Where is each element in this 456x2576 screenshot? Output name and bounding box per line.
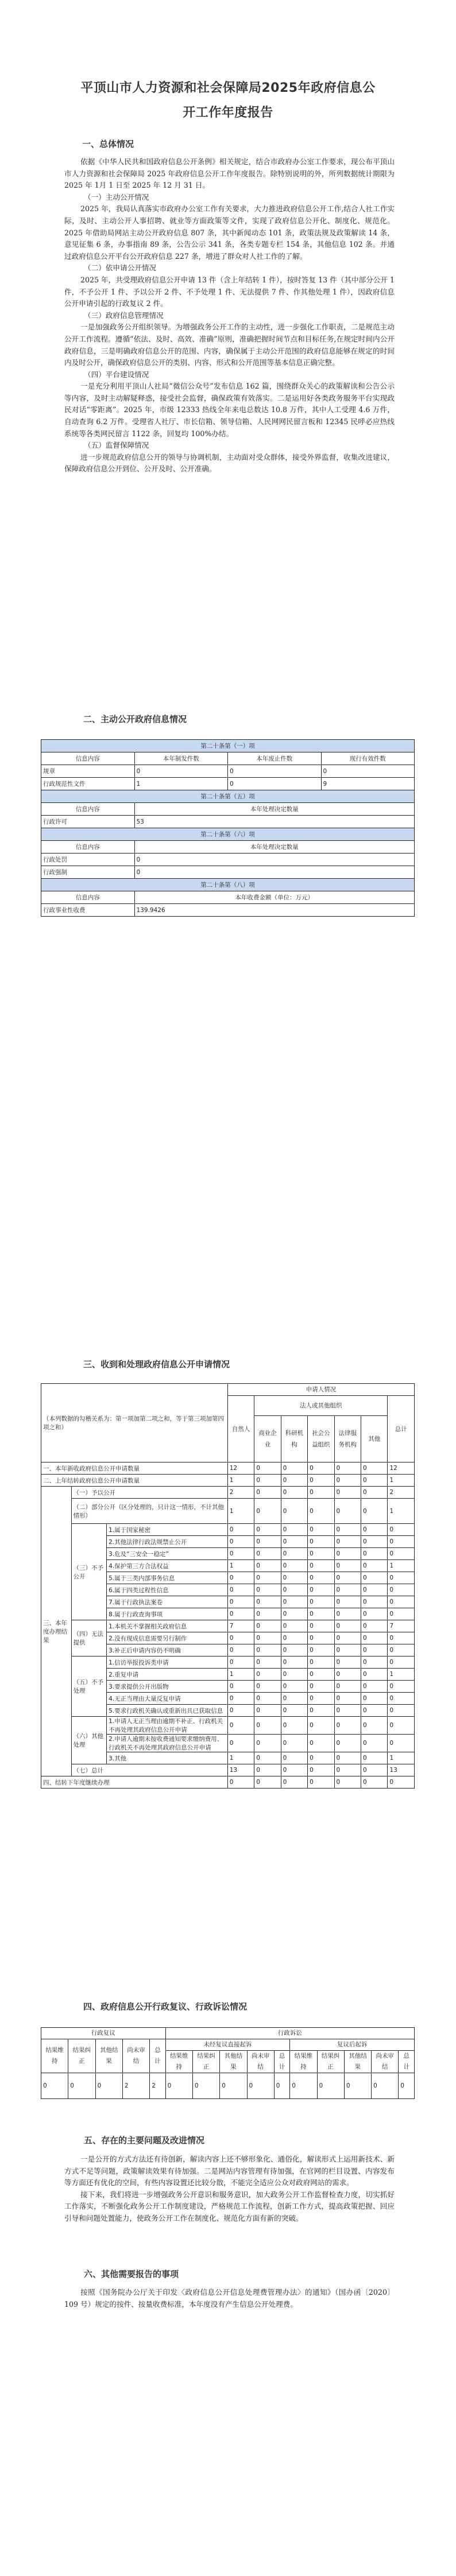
table-row: 行政事业性收费 139.9426 (41, 904, 415, 917)
table-row: 4.无正当理由大量反复申请 0 0 0 0 0 0 0 (41, 1693, 415, 1705)
consistency-note: （本列数据的勾稽关系为：第一项加第二项之和，等于第三项加第四项之和） (41, 1384, 228, 1462)
section5-paragraph-1: 一是公开的方式方法还有待创新，解读内容上还不够形象化、通俗化，解读形式上运用新技术、新方式不足等问题，政策解读效果有待加强。二是网站内容管理有待加强，在官网的栏目设置、内容发布等方面还有优化的空间，有些内容设置还比较分散，不能完全适应公众对政府网站的需求。 (64, 2155, 395, 2187)
section4-heading: 四、政府信息公开行政复议、行政诉讼情况 (83, 2001, 248, 2012)
table-row: 5.要求行政机关确认或重新出具已获取信息 0 0 0 0 0 0 0 (41, 1705, 415, 1717)
table-row: 2.其他法律行政法规禁止公开 0 0 0 0 0 0 0 (41, 1536, 415, 1548)
sub3-title: （三）政府信息管理情况 (84, 311, 164, 320)
table-row: 2.重复申请 1 0 0 0 0 0 1 (41, 1669, 415, 1681)
table-row: 规章 0 0 0 (41, 765, 415, 778)
section1-body (64, 156, 395, 475)
applicant-header: 申请人情况 (227, 1384, 414, 1396)
table-row: 2.没有现成信息需要另行制作 0 0 0 0 0 0 0 (41, 1632, 415, 1644)
sub2-text: 2025 年，共受理政府信息公开申请 13 件（含上年结转 1 件），按时答复 13 件（其中部分公开 1 件，不予公开 1 件、予以公开 2 件、不予处理 1 件、无法提供 7 件、作其他处理 1 件），因政府信息公开申请引起的行政复议 2 件。 (64, 275, 395, 308)
application-handling-table: （本列数据的勾稽关系为：第一项加第二项之和，等于第三项加第四项之和） 申请人情况 自然人 法人或其他组织 总计 商业企业 科研机构 社会公益组织 法律服务机构 其他 一、本年新收政府信息公开申请数量 12 0 0 0 0 0 12 二、上年结转政府信息公开申请数量 1 0 0 0 0 0 1 三、本年度办理结果 （一）予以公开 2 0 0 0 0 0 2 （二）部分公开（区分处理的，只计这一情形，不计其他情形） 1 0 0 0 0 0 1 （三）不予公开 1.属于国家秘密 0 0 0 0 0 0 0 2.其他法律行政法规禁止公开 0 0 0 0 0 0 0 3.危及“三安全一稳定” 0 0 0 0 0 0 0 4.保护第三方合法权益 1 0 0 0 0 0 1 5.属于三类内部事务信息 0 0 0 0 0 0 0 6.属于四类过程性信息 0 0 0 0 0 0 0 7.属于行政执法案卷 0 0 0 0 0 0 0 8.属于行政查询事项 0 0 0 0 0 0 0 （四）无法提供 1.本机关不掌握相关政府信息 7 0 0 0 0 0 7 2.没有现成信息需要另行制作 0 0 0 0 0 0 0 3.补正后申请内容仍不明确 0 0 0 0 0 0 0 （五）不予处理 1.信访举报投诉类申请 0 0 0 0 0 0 0 2.重复申请 1 0 0 0 0 0 1 3.要求提供公开出版物 0 0 0 0 0 0 0 4.无正当理由大量反复申请 0 0 0 0 0 0 0 5.要求行政机关确认或重新出具已获取信息 0 0 0 0 0 0 0 （六）其他处理 1.申请人无正当理由逾期不补正、行政机关不再处理其政府信息公开申请 0 0 0 0 0 0 0 2.申请人逾期未按收费通知要求缴纳费用、行政机关不再处理其政府信息公开申请 0 0 0 0 0 0 0 3.其他 1 0 0 0 0 0 1 （七）总计 13 0 0 0 0 0 13 四、结转下年度继续办理 0 0 0 0 0 0 0 (41, 1383, 415, 1789)
review-litigation-table: 行政复议 行政诉讼 结果维持 结果纠正 其他结果 尚未审结 总计 未经复议直接起诉 复议后起诉 结果维持 结果纠正 其他结果 尚未审结 总计 结果维持 结果纠正 其他结果 尚未审结 总计 0 0 0 2 2 0 0 0 0 0 0 0 0 0 0 (41, 2027, 415, 2099)
section6-body (64, 2287, 395, 2310)
table-row: 3.要求提供公开出版物 0 0 0 0 0 0 0 (41, 1681, 415, 1693)
table-row: 3.补正后申请内容仍不明确 0 0 0 0 0 0 0 (41, 1644, 415, 1656)
sub1-text: 2025 年，我局认真落实市政府办公室工作有关要求，大力推进政府信息公开工作,结合人社工作实际，及时、主动公开人事招聘、就业等方面政策等文件，实现了政府信息公开化、制度化、规范化。2025 年借助局网站主动公开政府信息 807 条，其中新闻动态 101 条，政策法规及政策解读 14 条，意见征集 6 条，办事指南 89 条，公告公示 341 条，各类专题专栏 154 条，其他信息 102 条。并通过政府信息公开平台公开政府信息 227 条，增进了群众对人社工作的了解。 (64, 204, 395, 261)
band-item-5: 第二十条第（五）项 (41, 790, 415, 803)
sub5-text: 进一步规范政府信息公开的领导与协调机制，主动面对受众群体，接受外界监督，收集改进建议，保障政府信息公开到位、公开及时、公开准确。 (64, 452, 395, 474)
section5-body (64, 2154, 395, 2225)
table-row: 8.属于行政查询事项 0 0 0 0 0 0 0 (41, 1608, 415, 1620)
proactive-disclosure-table: 第二十条第（一）项 信息内容 本年制发件数 本年废止件数 现行有效件数 规章 0 0 0 行政规范性文件 1 0 9 第二十条第（五）项 信息内容 本年处理决定数量 行政许可 53 第二十条第（六）项 信息内容 本年处理决定数量 行政处罚 0 行政强制 0 第二十条第（八）项 信息内容 本年收费金额（单位：万元） 行政事业性收费 139.9426 (41, 739, 415, 917)
table-row: （六）其他处理 1.申请人无正当理由逾期不补正、行政机关不再处理其政府信息公开申请 0 0 0 0 0 0 0 (41, 1717, 415, 1735)
table-row: （四）无法提供 1.本机关不掌握相关政府信息 7 0 0 0 0 0 7 (41, 1620, 415, 1632)
band-item-1: 第二十条第（一）项 (41, 740, 415, 752)
table-row: 三、本年度办理结果 （一）予以公开 2 0 0 0 0 0 2 (41, 1487, 415, 1499)
table-row: 7.属于行政执法案卷 0 0 0 0 0 0 0 (41, 1596, 415, 1608)
band-item-8: 第二十条第（八）项 (41, 879, 415, 891)
table-row: 行政处罚 0 (41, 854, 415, 866)
table-row: 6.属于四类过程性信息 0 0 0 0 0 0 0 (41, 1584, 415, 1596)
table-row: 5.属于三类内部事务信息 0 0 0 0 0 0 0 (41, 1572, 415, 1584)
table-row: （七）总计 13 0 0 0 0 0 13 (41, 1764, 415, 1776)
section2-heading: 二、主动公开政府信息情况 (83, 714, 187, 724)
table-row: 行政规范性文件 1 0 9 (41, 778, 415, 790)
table-row: 2.申请人逾期未按收费通知要求缴纳费用、行政机关不再处理其政府信息公开申请 0 0 0 0 0 0 0 (41, 1735, 415, 1752)
section3-heading: 三、收到和处理政府信息公开申请情况 (83, 1359, 230, 1370)
table-row: （三）不予公开 1.属于国家秘密 0 0 0 0 0 0 0 (41, 1524, 415, 1536)
sub2-title: （二）依申请公开情况 (84, 263, 156, 273)
table-row: 四、结转下年度继续办理 0 0 0 0 0 0 0 (41, 1776, 415, 1789)
group-results-label: 三、本年度办理结果 (41, 1487, 72, 1776)
section6-paragraph-1: 按照《国务院办公厅关于印发〈政府信息公开信息处理费管理办法〉的通知》（国办函〔2020〕109 号）规定的按件、按量收费标准，本年度没有产生信息公开处理费。 (64, 2288, 395, 2309)
intro-paragraph: 依据《中华人民共和国政府信息公开条例》相关规定，结合市政府办公室工作要求，现公布平顶山市人力资源和社会保障局 2025 年政府信息公开工作年度报告。除特别说明的外，所列数据统计期限为 2025 年 1月 1 日至 2025 年 12 月 31 日。 (64, 157, 395, 190)
sub4-text: 一是充分利用平顶山人社局“微信公众号”发布信息 162 篇，围绕群众关心的政策解读和公告公示等内容，及时主动解疑释惑，接受社会监督，确保政策有效落实。二是运用好各类政务服务平台实现政民对话“零距离”。2025 年，市级 12333 热线全年来电总数达 10.8 万件，其中人工受理 4.6 万件，自动查询 6.2 万件。受理省人社厅、市长信箱、领导信箱、人民网网民留言板和 12345 民呼必应热线系统等各类网民留言 1122 条，回复均 100%办结。 (64, 382, 395, 438)
table-row: 0 0 0 2 2 0 0 0 0 0 0 0 0 0 0 (41, 2073, 415, 2099)
table-row: 4.保护第三方合法权益 1 0 0 0 0 0 1 (41, 1560, 415, 1572)
band-item-6: 第二十条第（六）项 (41, 828, 415, 841)
section5-heading: 五、存在的主要问题及改进情况 (84, 2135, 205, 2146)
sub1-title: （一）主动公开情况 (84, 192, 149, 201)
table-row: 行政许可 53 (41, 816, 415, 828)
sub3-text: 一是加强政务公开组织领导。为增强政务公开工作的主动性，进一步强化工作职责，二是规范主动公开工作流程。遵循“依法、及时、高效、准确”原则，准确把握时间节点和目标任务,在规定时间内公开政府信息，三是明确政府信息公开的范围、内容，确保属于主动公开范围的政府信息能够在规定的时间内及时公开，确保政府信息公开的类别、内容、形式和公开范围等基本信息正确完整。 (64, 323, 395, 367)
table-row: 二、上年结转政府信息公开申请数量 1 0 0 0 0 0 1 (41, 1475, 415, 1487)
table-row: 3.其他 1 0 0 0 0 0 1 (41, 1752, 415, 1764)
section6-heading: 六、其他需要报告的事项 (84, 2269, 179, 2279)
page-title: 平顶山市人力资源和社会保障局2025年政府信息公 开工作年度报告 (80, 81, 376, 120)
table-row: （二）部分公开（区分处理的，只计这一情形，不计其他情形） 1 0 0 0 0 0 1 (41, 1499, 415, 1524)
sub5-title: （五）监督保障情况 (84, 441, 149, 450)
table-row: 行政强制 0 (41, 866, 415, 879)
sub4-title: （四）平台建设情况 (84, 370, 149, 379)
table-row: 3.危及“三安全一稳定” 0 0 0 0 0 0 0 (41, 1548, 415, 1560)
table-row: 一、本年新收政府信息公开申请数量 12 0 0 0 0 0 12 (41, 1462, 415, 1475)
section5-paragraph-2: 接下来，我们将进一步增强政务公开意识和服务意识，加大政务公开工作监督检查力度，切实抓好工作落实，不断强化政务公开工作制度建设，严格规范工作流程，创新工作方式，提高政策把握、回应引导和问题处置能力，使政务公开工作在制度化、规范化方面有新的突破。 (64, 2190, 395, 2222)
section1-heading: 一、总体情况 (82, 139, 134, 149)
table-row: （五）不予处理 1.信访举报投诉类申请 0 0 0 0 0 0 0 (41, 1656, 415, 1669)
